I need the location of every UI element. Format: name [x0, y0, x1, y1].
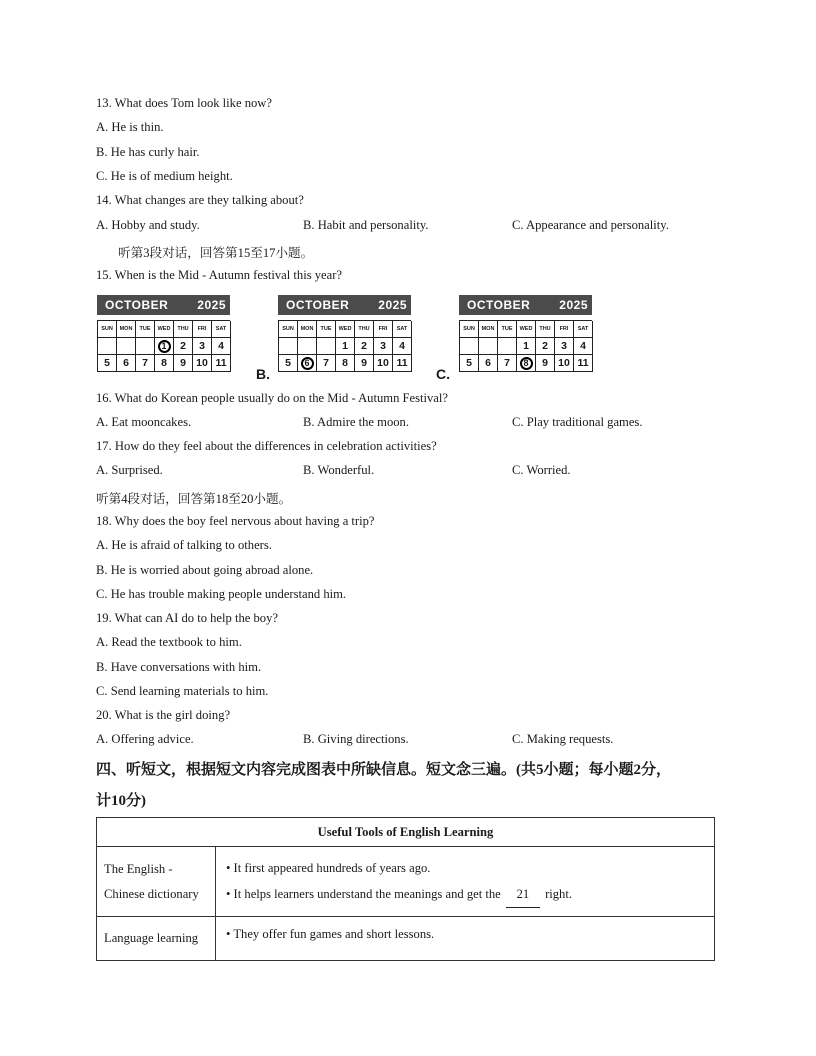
answer-blank-21[interactable]: 21 [506, 881, 540, 908]
calendar-date: 11 [393, 355, 412, 372]
calendar-day-name: SUN [279, 321, 298, 338]
q17-option-c: C. Worried. [512, 463, 571, 477]
calendar-year: 2025 [559, 298, 588, 312]
calendar-date: 2 [536, 338, 555, 355]
q13-stem: 13. What does Tom look like now? [96, 96, 272, 110]
calendar-day-name: THU [536, 321, 555, 338]
calendar-day-name: TUE [317, 321, 336, 338]
calendar-grid [459, 320, 592, 372]
calendar-date: 7 [136, 355, 155, 372]
calendar-date: 4 [574, 338, 593, 355]
q14-option-a: A. Hobby and study. [96, 218, 200, 232]
calendar-date: 9 [536, 355, 555, 372]
calendar-day-name: FRI [193, 321, 212, 338]
q17-stem: 17. How do they feel about the differences in celebration activities? [96, 439, 437, 453]
part4-heading-line2: 计10分) [96, 793, 146, 809]
circled-date: 1 [158, 340, 171, 353]
calendar-day-name: WED [336, 321, 355, 338]
calendar-day-name: THU [355, 321, 374, 338]
calendar-date: 7 [317, 355, 336, 372]
calendar-date [117, 338, 136, 355]
calendar-day-name: SAT [212, 321, 231, 338]
calendar-year: 2025 [378, 298, 407, 312]
q19-option-a: A. Read the textbook to him. [96, 635, 242, 649]
calendar-month: OCTOBER [286, 298, 350, 312]
calendar-month: OCTOBER [105, 298, 169, 312]
october-calendar [278, 295, 411, 377]
calendar-date: 5 [460, 355, 479, 372]
calendar-date: 11 [574, 355, 593, 372]
calendar-date: 6 [117, 355, 136, 372]
calendar-header [459, 295, 592, 315]
calendar-day-name: TUE [136, 321, 155, 338]
table-title: Useful Tools of English Learning [97, 818, 715, 847]
q19-stem: 19. What can AI do to help the boy? [96, 611, 278, 625]
calendar-date [279, 338, 298, 355]
calendar-header [278, 295, 411, 315]
calendar-date: 10 [374, 355, 393, 372]
row-content-dictionary [216, 847, 715, 917]
calendar-day-name: SAT [393, 321, 412, 338]
q16-option-b: B. Admire the moon. [303, 415, 409, 429]
section3-instruction: 听第3段对话，回答第15至17小题。 [118, 246, 314, 260]
calendar-date: 2 [355, 338, 374, 355]
calendar-date: 7 [498, 355, 517, 372]
october-calendar [459, 295, 592, 377]
dictionary-bullet-2 [226, 881, 713, 908]
calendar-day-name: MON [479, 321, 498, 338]
calendar-date: 3 [193, 338, 212, 355]
calendar-date: 1 [336, 338, 355, 355]
calendar-date [498, 338, 517, 355]
calendar-day-name: MON [298, 321, 317, 338]
row-label-language-learning: Language learning [97, 917, 216, 961]
calendar-date [155, 338, 174, 355]
calendar-date: 10 [555, 355, 574, 372]
calendar-header [97, 295, 230, 315]
dictionary-bullet-2-end: right. [545, 887, 572, 901]
row-content-language-learning [216, 917, 715, 961]
q19-option-c: C. Send learning materials to him. [96, 684, 269, 698]
row-label-dictionary: The English - Chinese dictionary [97, 847, 216, 917]
calendar-date: 1 [517, 338, 536, 355]
calendar-day-name: SAT [574, 321, 593, 338]
q20-option-c: C. Making requests. [512, 732, 614, 746]
q13-option-c: C. He is of medium height. [96, 169, 233, 183]
q14-option-c: C. Appearance and personality. [512, 218, 669, 232]
calendar-date: 8 [155, 355, 174, 372]
q20-option-a: A. Offering advice. [96, 732, 194, 746]
calendar-day-name: THU [174, 321, 193, 338]
dictionary-bullet-1: • It first appeared hundreds of years ago. [226, 861, 431, 875]
calendar-day-name: SUN [460, 321, 479, 338]
calendar-date [298, 355, 317, 372]
calendar-date: 5 [279, 355, 298, 372]
calendar-grid [97, 320, 230, 372]
calendar-grid [278, 320, 411, 372]
calendar-date: 4 [393, 338, 412, 355]
calendar-date [479, 338, 498, 355]
section4-instruction: 听第4段对话，回答第18至20小题。 [96, 492, 292, 506]
q13-option-a: A. He is thin. [96, 120, 164, 134]
q14-option-b: B. Habit and personality. [303, 218, 429, 232]
calendar-day-name: WED [155, 321, 174, 338]
calendar-date: 4 [212, 338, 231, 355]
q18-option-c: C. He has trouble making people understand him. [96, 587, 347, 601]
circled-date: 6 [301, 357, 314, 370]
calendar-date: 9 [355, 355, 374, 372]
calendar-date: 10 [193, 355, 212, 372]
q18-option-a: A. He is afraid of talking to others. [96, 538, 272, 552]
calendar-option-letter: C. [436, 366, 450, 382]
calendar-date [98, 338, 117, 355]
calendar-option-letter: B. [256, 366, 270, 382]
q18-stem: 18. Why does the boy feel nervous about having a trip? [96, 514, 375, 528]
calendar-day-name: WED [517, 321, 536, 338]
calendar-date: 5 [98, 355, 117, 372]
calendar-date: 11 [212, 355, 231, 372]
circled-date: 8 [520, 357, 533, 370]
q15-stem: 15. When is the Mid - Autumn festival this year? [96, 268, 343, 282]
q19-option-b: B. Have conversations with him. [96, 660, 262, 674]
calendar-date: 9 [174, 355, 193, 372]
calendar-date: 8 [336, 355, 355, 372]
q17-option-b: B. Wonderful. [303, 463, 375, 477]
calendar-date [517, 355, 536, 372]
q14-stem: 14. What changes are they talking about? [96, 193, 304, 207]
calendar-day-name: MON [117, 321, 136, 338]
part4-heading-line1: 四、听短文，根据短文内容完成图表中所缺信息。短文念三遍。(共5小题；每小题2分， [96, 762, 671, 778]
q13-option-b: B. He has curly hair. [96, 145, 200, 159]
q16-stem: 16. What do Korean people usually do on the Mid - Autumn Festival? [96, 391, 448, 405]
calendar-date: 6 [479, 355, 498, 372]
calendar-day-name: SUN [98, 321, 117, 338]
q20-option-b: B. Giving directions. [303, 732, 409, 746]
calendar-date [317, 338, 336, 355]
calendar-day-name: TUE [498, 321, 517, 338]
calendar-date: 3 [555, 338, 574, 355]
q16-option-c: C. Play traditional games. [512, 415, 643, 429]
calendar-date: 3 [374, 338, 393, 355]
tools-table [96, 817, 715, 961]
calendar-month: OCTOBER [467, 298, 531, 312]
calendar-date: 2 [174, 338, 193, 355]
calendar-day-name: FRI [555, 321, 574, 338]
calendar-date [136, 338, 155, 355]
calendar-day-name: FRI [374, 321, 393, 338]
q16-option-a: A. Eat mooncakes. [96, 415, 192, 429]
calendar-date [298, 338, 317, 355]
october-calendar [97, 295, 230, 377]
calendar-date [460, 338, 479, 355]
dictionary-bullet-2-text: • It helps learners understand the meanings and get the [226, 887, 501, 901]
language-learning-bullet-1: • They offer fun games and short lessons. [226, 927, 435, 941]
calendar-year: 2025 [197, 298, 226, 312]
q18-option-b: B. He is worried about going abroad alone. [96, 563, 314, 577]
q17-option-a: A. Surprised. [96, 463, 163, 477]
q20-stem: 20. What is the girl doing? [96, 708, 231, 722]
